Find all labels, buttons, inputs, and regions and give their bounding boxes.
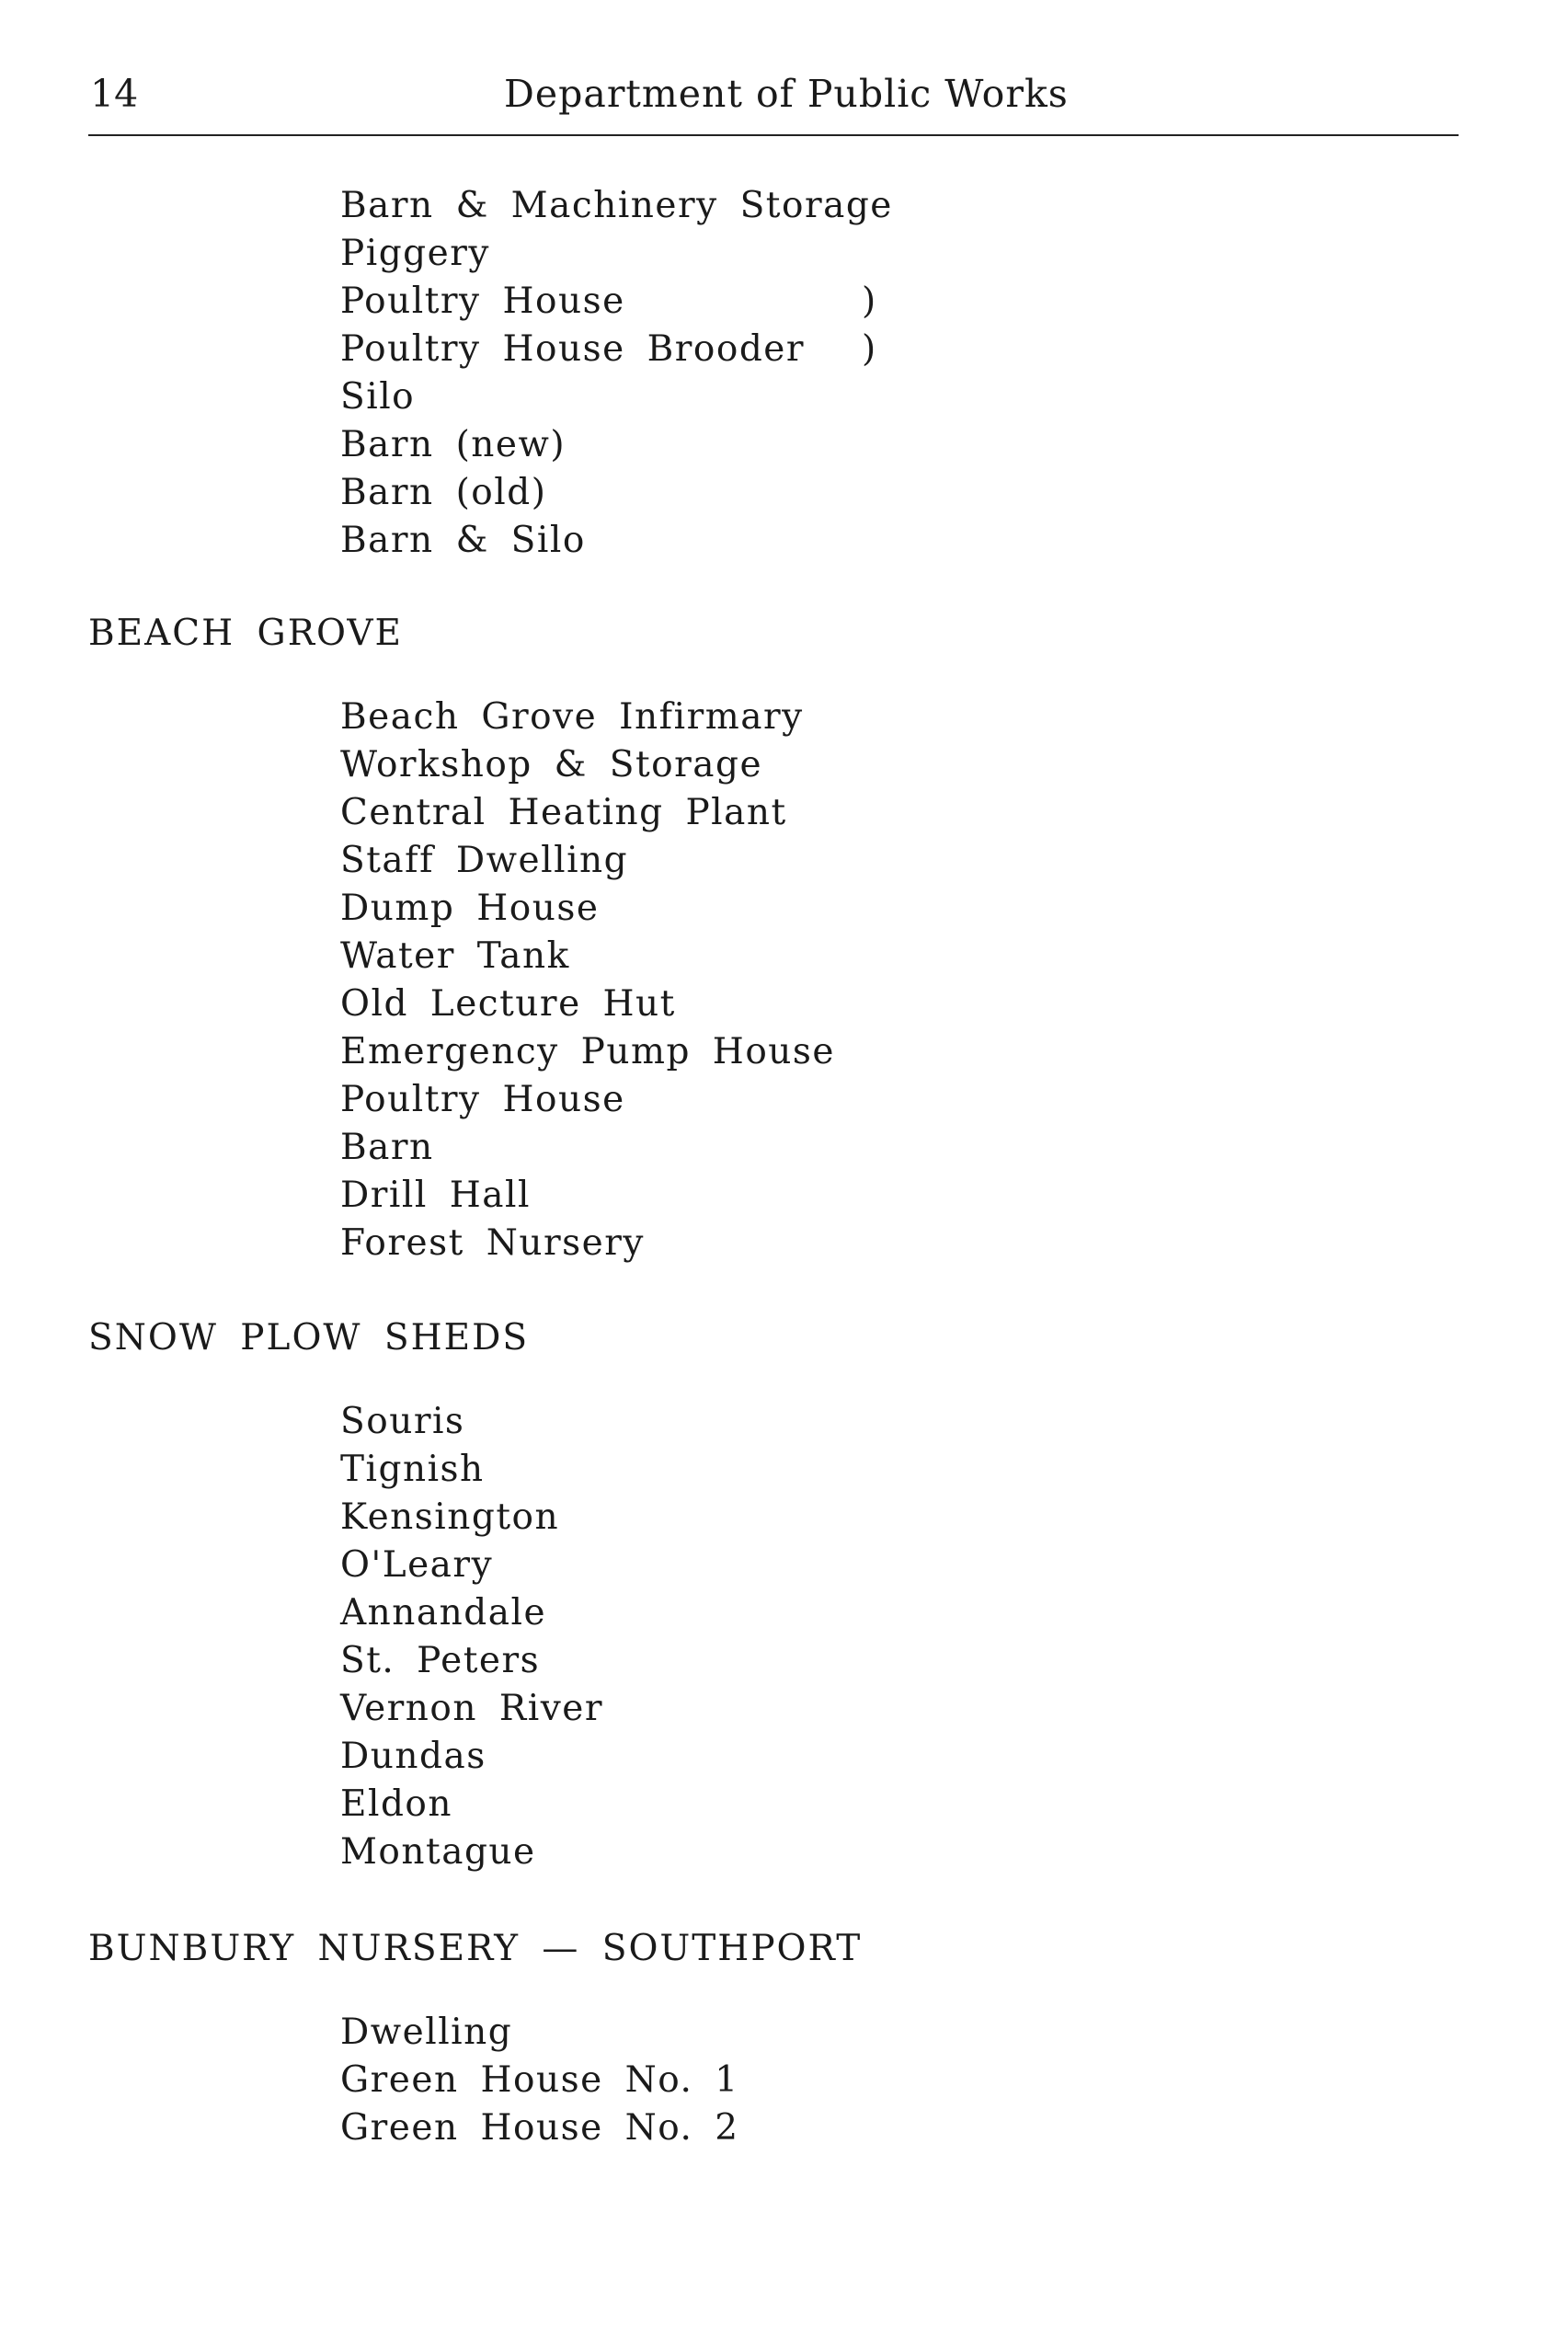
list-item: St. Peters — [340, 1640, 541, 1681]
list-item: Staff Dwelling — [340, 840, 629, 881]
list-item: Barn & Machinery Storage — [340, 185, 893, 226]
list-item: Vernon River — [340, 1688, 604, 1729]
list-item: Poultry House Brooder ) — [340, 326, 893, 373]
list-item: Tignish — [340, 1449, 485, 1490]
list-item: Eldon — [340, 1783, 453, 1825]
list-item: Poultry House — [340, 1079, 625, 1120]
list-item: Green House No. 1 — [340, 2059, 739, 2101]
list-item: Old Lecture Hut — [340, 983, 676, 1025]
list-item: Silo — [340, 376, 416, 418]
list-item: Barn (new) — [340, 424, 567, 465]
list-item: Workshop & Storage — [340, 744, 763, 785]
running-title: Department of Public Works — [504, 72, 1069, 116]
list-item: Green House No. 2 — [340, 2107, 739, 2149]
section-heading-beach-grove: BEACH GROVE — [88, 613, 403, 654]
list-item: Kensington — [340, 1496, 560, 1538]
list-item: Dwelling — [340, 2012, 513, 2053]
farm-buildings-list — [340, 182, 893, 565]
list-item: Dump House — [340, 888, 600, 929]
beach-grove-list — [340, 694, 835, 1267]
section-heading-bunbury-nursery: BUNBURY NURSERY — SOUTHPORT — [88, 1928, 863, 1969]
list-item: Forest Nursery — [340, 1222, 645, 1264]
list-item: Water Tank — [340, 935, 570, 977]
list-item: Barn — [340, 1127, 434, 1168]
list-item: Montague — [340, 1831, 536, 1873]
list-item: Barn (old) — [340, 472, 547, 513]
list-item: Drill Hall — [340, 1175, 531, 1216]
bracket-mark: ) — [862, 281, 877, 322]
list-item: Souris — [340, 1401, 465, 1442]
list-item: Annandale — [340, 1592, 547, 1634]
header-rule — [88, 134, 1459, 136]
page-header — [90, 72, 1456, 127]
bracket-mark: ) — [862, 328, 877, 370]
list-item: Emergency Pump House — [340, 1031, 836, 1072]
list-item: O'Leary — [340, 1544, 494, 1586]
snow-plow-sheds-list — [340, 1398, 603, 1876]
list-item: Barn & Silo — [340, 520, 586, 561]
list-item: Dundas — [340, 1736, 486, 1777]
section-heading-snow-plow-sheds: SNOW PLOW SHEDS — [88, 1317, 530, 1358]
list-item: Poultry House ) — [340, 278, 893, 326]
bunbury-nursery-list — [340, 2009, 739, 2152]
list-item: Beach Grove Infirmary — [340, 696, 804, 738]
list-item: Piggery — [340, 233, 490, 274]
list-item: Central Heating Plant — [340, 792, 787, 833]
page-number: 14 — [90, 72, 139, 116]
